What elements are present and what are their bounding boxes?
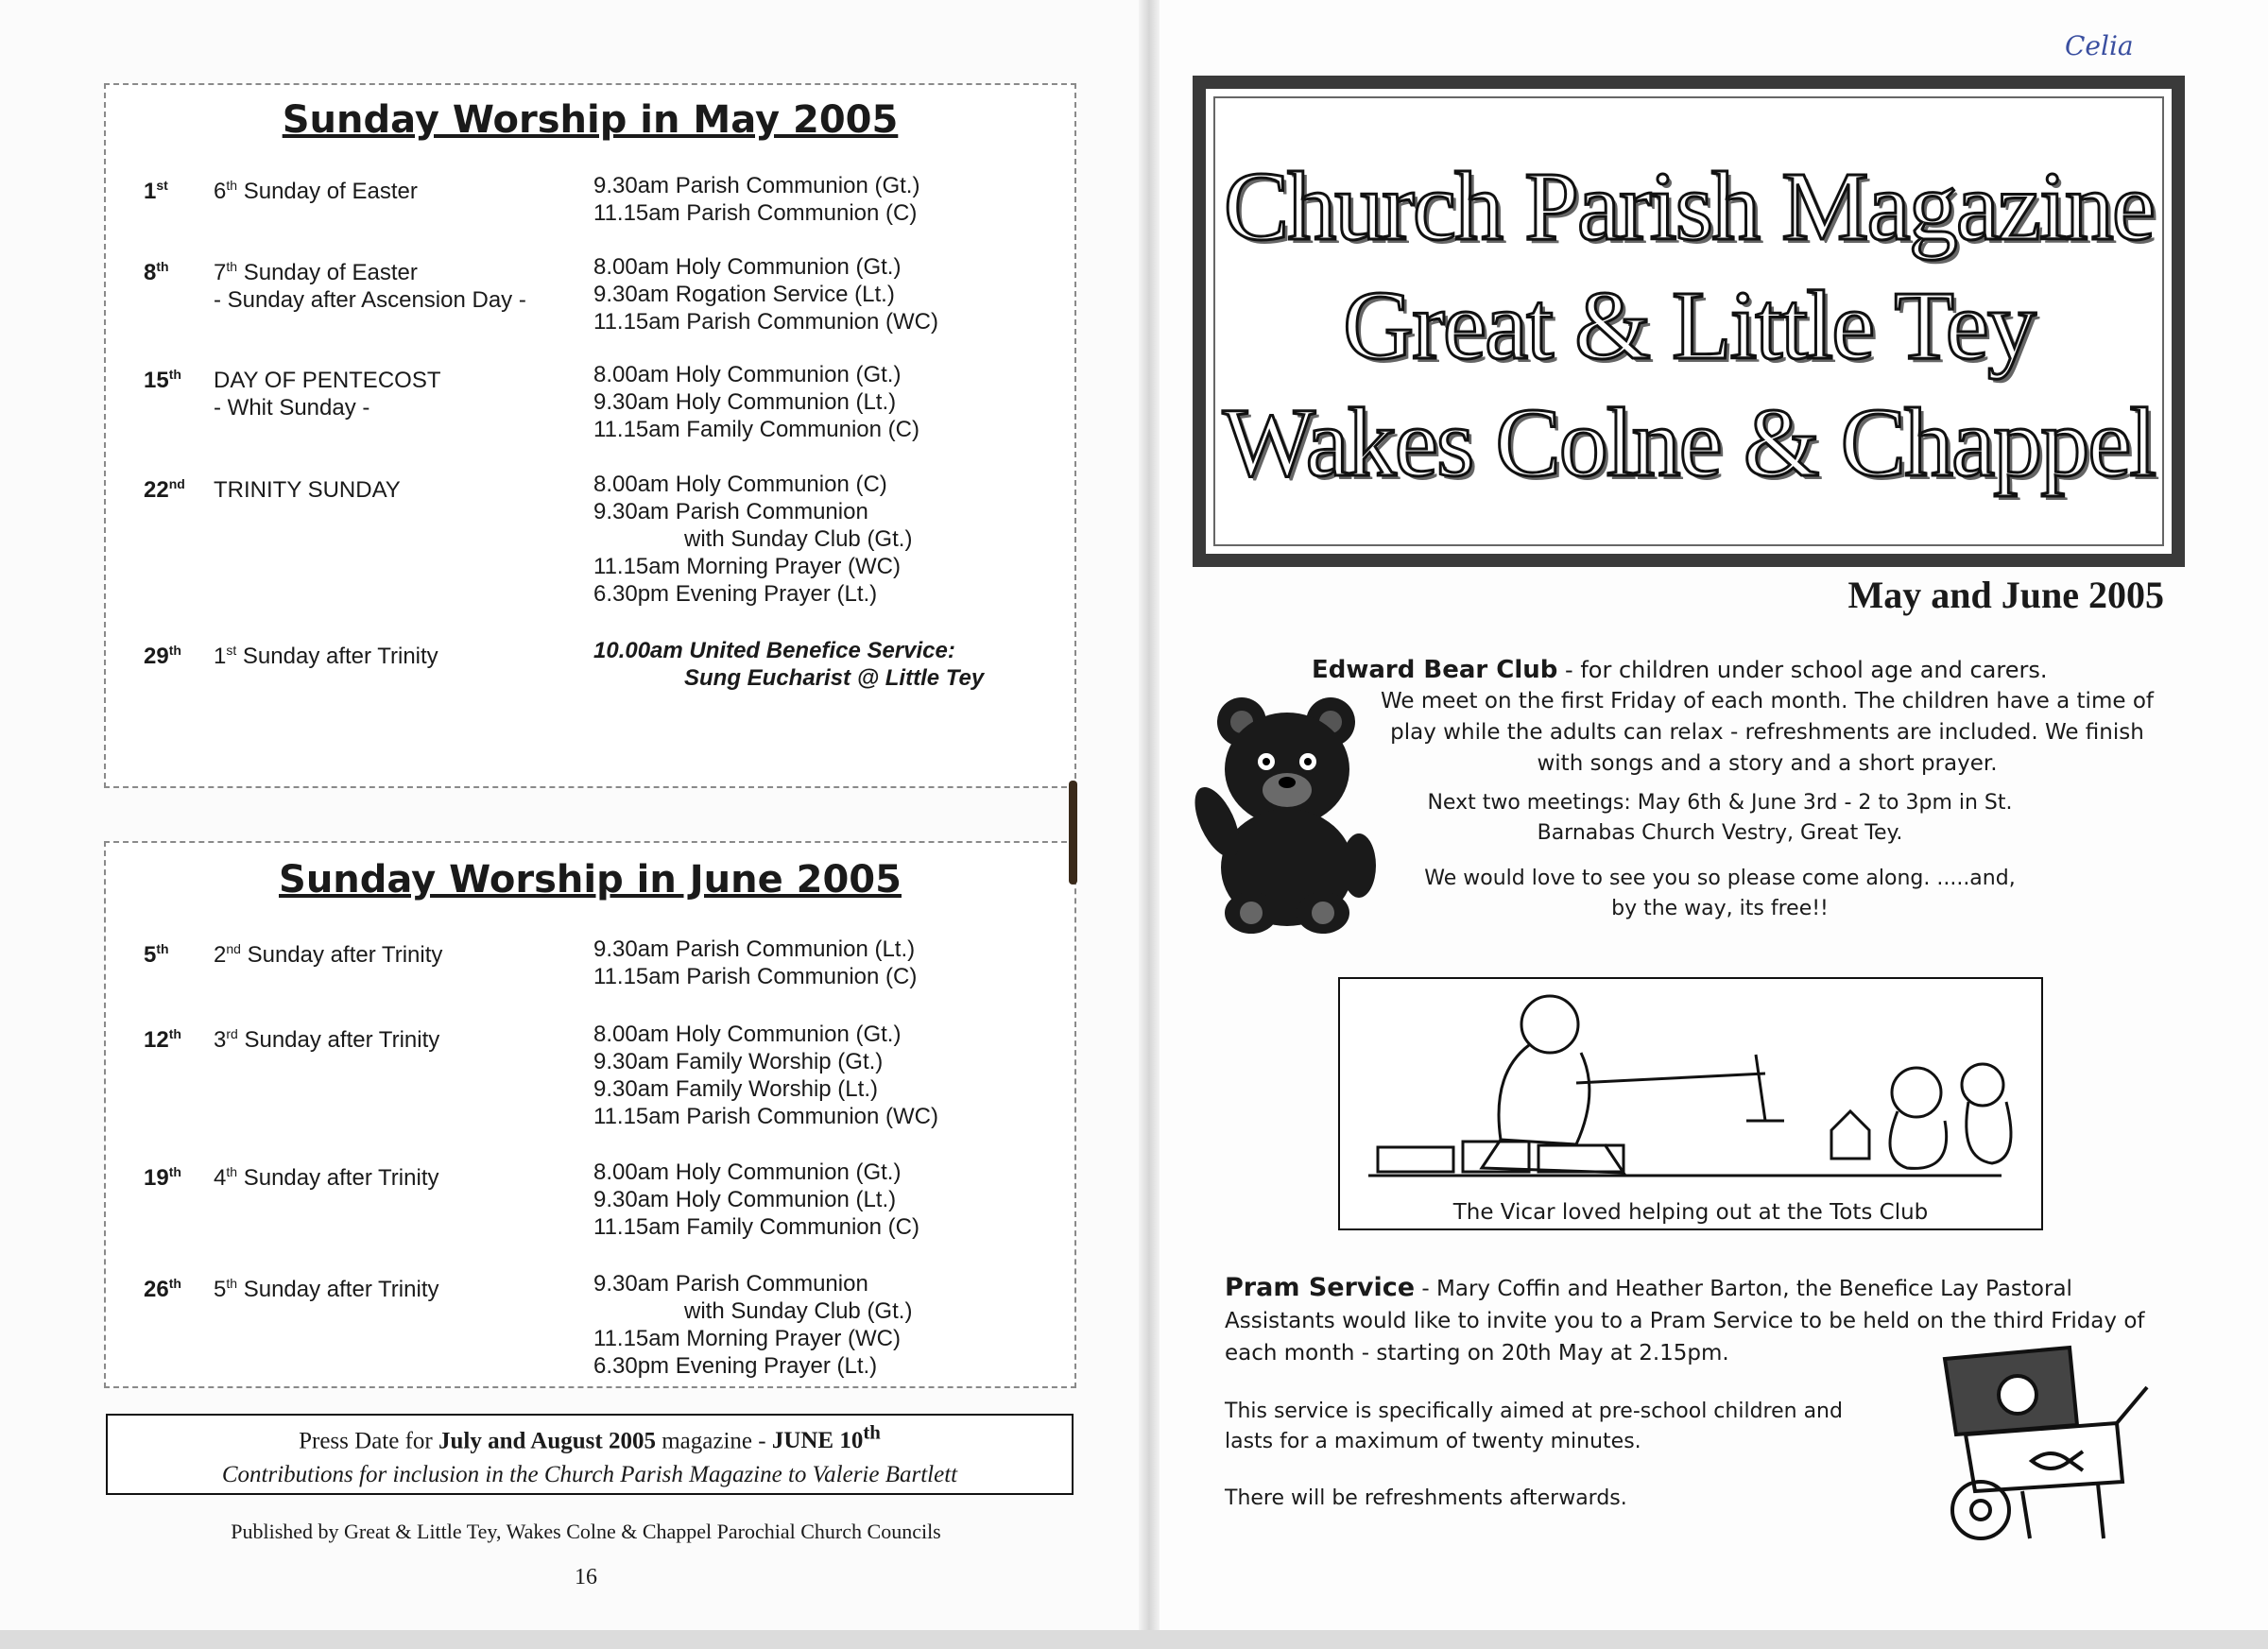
edward-bear-body: We meet on the first Friday of each month. The children have a time of play while the adults can relax - refreshments are included. We finish with songs and a story and a short prayer. xyxy=(1381,689,2154,776)
may-title: Sunday Worship in May 2005 xyxy=(282,98,899,142)
liturgical-occasion: 6th Sunday of Easter xyxy=(214,178,418,204)
liturgical-occasion: TRINITY SUNDAY xyxy=(214,477,401,503)
service-date: 19th xyxy=(144,1164,181,1191)
handwritten-note: Celia xyxy=(2065,30,2134,61)
service-list: 8.00am Holy Communion (Gt.) 9.30am Family Worship (Gt.) 9.30am Family Worship (Lt.) 11.15am Parish Communion (WC) xyxy=(593,1022,939,1129)
masthead xyxy=(1193,76,2185,567)
service-date: 26th xyxy=(144,1276,181,1302)
service-list: 9.30am Parish Communion (Lt.) 11.15am Parish Communion (C) xyxy=(593,936,918,989)
liturgical-occasion: 4th Sunday after Trinity xyxy=(214,1164,439,1191)
pram-service-heading: Pram Service - Mary Coffin and Heather Barton, the Benefice Lay Pastoral Assistants would like to invite you to a Pram Service to be held on the third Friday of each month - starting on 20th May at 2.15pm. xyxy=(1225,1273,2145,1366)
edward-bear-meetings: Next two meetings: May 6th & June 3rd - 2 to 3pm in St. Barnabas Church Vestry, Great Tey. xyxy=(1427,791,2013,845)
staple-clip xyxy=(1069,781,1077,885)
liturgical-occasion: 1st Sunday after Trinity xyxy=(214,643,438,669)
issue-date: May and June 2005 xyxy=(1847,574,2164,616)
service-list: 8.00am Holy Communion (C) 9.30am Parish Communion with Sunday Club (Gt.) 11.15am Morning Prayer (WC) 6.30pm Evening Prayer (Lt.) xyxy=(593,472,913,607)
june-worship-box xyxy=(104,841,1076,1388)
edward-bear-heading: Edward Bear Club - for children under school age and carers. xyxy=(1312,656,2048,684)
masthead-line-2: Great & Little Tey xyxy=(1343,271,2035,380)
pram-icon xyxy=(1928,1340,2155,1554)
service-list: 9.30am Parish Communion (Gt.) 11.15am Parish Communion (C) xyxy=(593,173,920,226)
pram-service-audience: This service is specifically aimed at pre-school children and lasts for a maximum of twenty minutes. xyxy=(1225,1400,1843,1453)
liturgical-occasion: DAY OF PENTECOST - Whit Sunday - xyxy=(214,368,441,421)
service-date: 8th xyxy=(144,259,169,285)
page-number: 16 xyxy=(575,1565,597,1589)
liturgical-occasion: 3rd Sunday after Trinity xyxy=(214,1026,440,1053)
june-title: Sunday Worship in June 2005 xyxy=(279,858,902,902)
service-date: 5th xyxy=(144,941,169,968)
liturgical-occasion: 7th Sunday of Easter - Sunday after Ascension Day - xyxy=(214,259,526,313)
service-list: 8.00am Holy Communion (Gt.) 9.30am Holy Communion (Lt.) 11.15am Family Communion (C) xyxy=(593,362,919,442)
pram-service-refreshments: There will be refreshments afterwards. xyxy=(1225,1486,1627,1510)
service-list: 8.00am Holy Communion (Gt.) 9.30am Holy Communion (Lt.) 11.15am Family Communion (C) xyxy=(593,1159,919,1240)
vicar-train-drawing-icon xyxy=(1340,979,2041,1196)
service-date: 12th xyxy=(144,1026,181,1053)
liturgical-occasion: 2nd Sunday after Trinity xyxy=(214,941,443,968)
service-list: 10.00am United Benefice Service: Sung Eucharist @ Little Tey xyxy=(593,638,985,691)
masthead-line-3: Wakes Colne & Chappel xyxy=(1222,388,2156,497)
service-date: 29th xyxy=(144,643,181,669)
service-date: 15th xyxy=(144,367,181,393)
masthead-line-1: Church Parish Magazine xyxy=(1223,152,2155,261)
tots-club-illustration xyxy=(1338,977,2043,1230)
press-date-box: Press Date for July and August 2005 magazine - JUNE 10th Contributions for inclusion in the Church Parish Magazine to Valerie Bartlett xyxy=(106,1414,1074,1495)
teddy-bear-icon xyxy=(1193,688,1382,936)
service-date: 1st xyxy=(144,178,168,204)
edward-bear-invite: We would love to see you so please come along. .....and, by the way, its free!! xyxy=(1424,867,2016,920)
service-list: 9.30am Parish Communion with Sunday Club (Gt.) 11.15am Morning Prayer (WC) 6.30pm Evening Prayer (Lt.) xyxy=(593,1271,913,1379)
liturgical-occasion: 5th Sunday after Trinity xyxy=(214,1276,439,1302)
spine xyxy=(1139,0,1160,1649)
service-list: 8.00am Holy Communion (Gt.) 9.30am Rogation Service (Lt.) 11.15am Parish Communion (WC) xyxy=(593,254,939,335)
tots-caption: The Vicar loved helping out at the Tots Club xyxy=(1452,1200,1929,1225)
may-worship-box xyxy=(104,83,1076,788)
service-date: 22nd xyxy=(144,476,185,503)
publisher-line: Published by Great & Little Tey, Wakes Colne & Chappel Parochial Church Councils xyxy=(231,1520,941,1543)
